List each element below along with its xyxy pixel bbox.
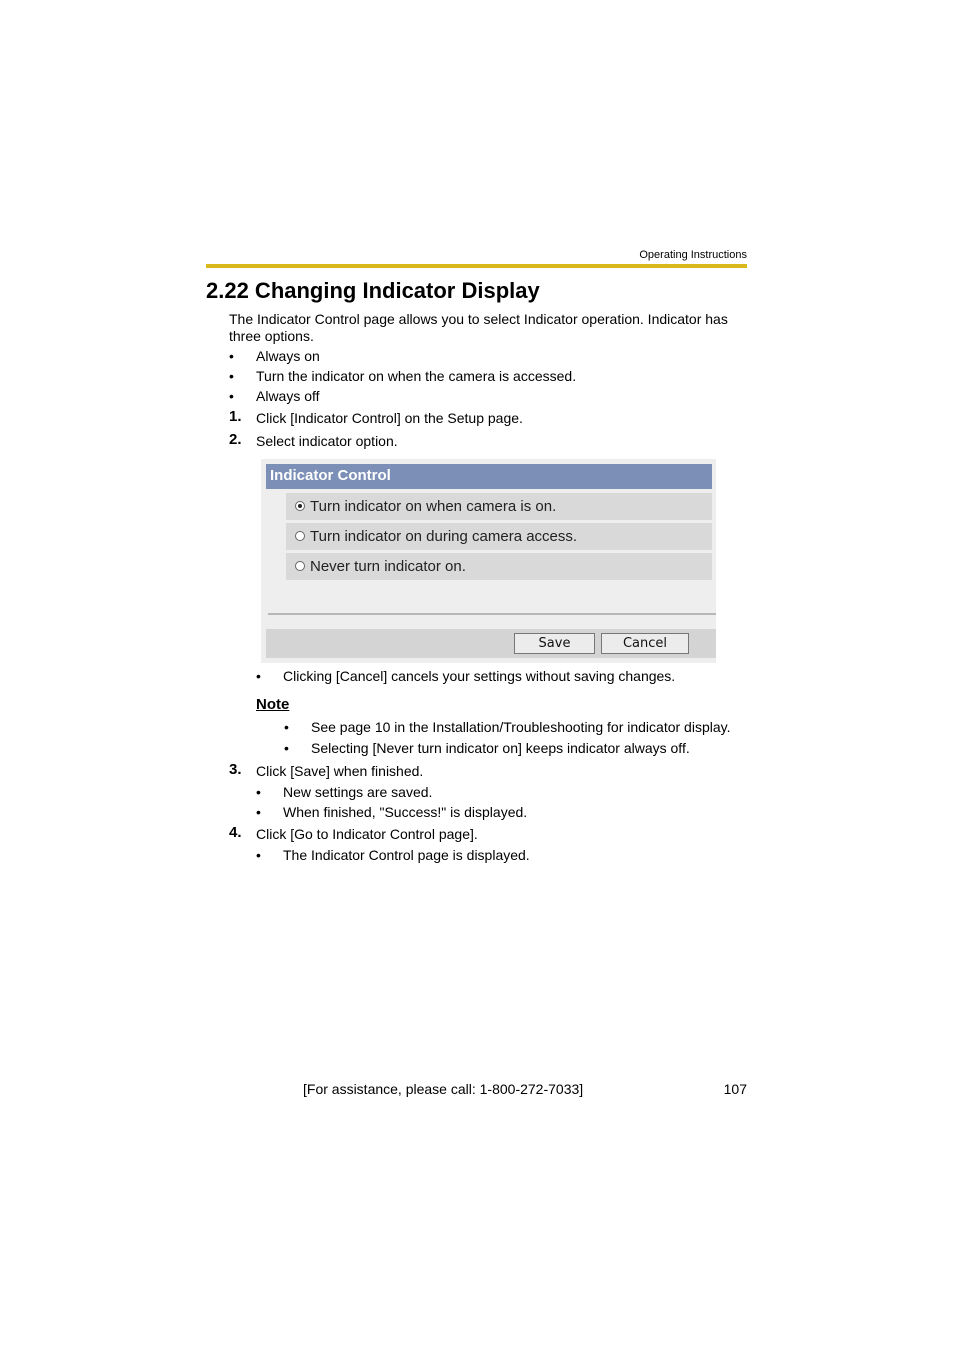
bullet-marker: •	[229, 368, 234, 384]
option-label: Never turn indicator on.	[310, 558, 466, 575]
bullet-marker: •	[256, 804, 261, 820]
step-number: 3.	[229, 761, 242, 778]
bullet-marker: •	[284, 719, 289, 735]
cancel-button[interactable]: Cancel	[601, 633, 689, 654]
step-number: 2.	[229, 431, 242, 448]
radio-button-selected[interactable]	[295, 501, 305, 511]
list-item: Turn the indicator on when the camera is accessed.	[256, 368, 577, 384]
note-item: See page 10 in the Installation/Troubleshooting for indicator display.	[311, 719, 731, 735]
bullet-marker: •	[229, 388, 234, 404]
step-number: 4.	[229, 824, 242, 841]
list-item: The Indicator Control page is displayed.	[283, 847, 530, 863]
step-text: Click [Go to Indicator Control page].	[256, 826, 478, 842]
section-title: 2.22 Changing Indicator Display	[206, 278, 540, 303]
bullet-marker: •	[256, 847, 261, 863]
bullet-marker: •	[256, 784, 261, 800]
step-text: Select indicator option.	[256, 433, 398, 449]
list-item: New settings are saved.	[283, 784, 433, 800]
assistance-footer: [For assistance, please call: 1-800-272-7033]	[303, 1081, 584, 1097]
bullet-marker: •	[284, 740, 289, 756]
note-heading: Note	[256, 696, 290, 713]
list-item: Clicking [Cancel] cancels your settings without saving changes.	[283, 668, 676, 684]
bullet-marker: •	[229, 348, 234, 364]
step-text: Click [Save] when finished.	[256, 763, 424, 779]
option-label: Turn indicator on when camera is on.	[310, 498, 557, 515]
running-header: Operating Instructions	[639, 249, 747, 261]
radio-button[interactable]	[295, 561, 305, 571]
list-item: Always on	[256, 348, 320, 364]
intro-line-2: three options.	[229, 328, 314, 344]
step-text: Click [Indicator Control] on the Setup page.	[256, 410, 523, 426]
note-item: Selecting [Never turn indicator on] keeps indicator always off.	[311, 740, 690, 756]
intro-line-1: The Indicator Control page allows you to select Indicator operation. Indicator has	[229, 311, 728, 327]
bullet-marker: •	[256, 668, 261, 684]
radio-button[interactable]	[295, 531, 305, 541]
list-item: When finished, "Success!" is displayed.	[283, 804, 528, 820]
page-number: 107	[723, 1081, 747, 1097]
option-label: Turn indicator on during camera access.	[310, 528, 578, 545]
header-rule	[206, 264, 747, 268]
panel-divider	[268, 613, 716, 615]
save-button[interactable]: Save	[514, 633, 595, 654]
step-number: 1.	[229, 408, 242, 425]
list-item: Always off	[256, 388, 320, 404]
panel-title: Indicator Control	[270, 467, 391, 484]
